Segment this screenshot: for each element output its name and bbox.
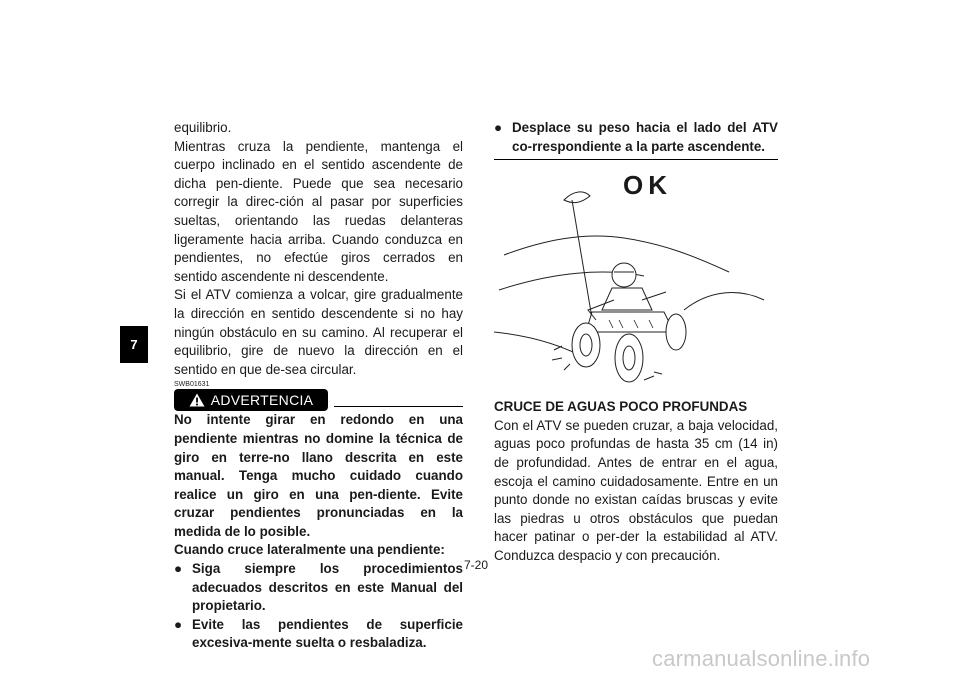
warning-lead: Cuando cruce lateralmente una pendiente:	[174, 542, 445, 558]
bullet-item	[174, 616, 463, 653]
page-number: 7-20	[464, 558, 489, 572]
paragraph-aguas: Con el ATV se pueden cruzar, a baja velocidad, aguas poco profundas de hasta 35 cm (14 in) de profundidad. Antes de entrar en el agua, escoja el camino cuidadosamente. Entre en un punto donde no existan caídas bruscas y evite las piedras u otros obstáculos que puedan hacer patinar o per-der la estabilidad al ATV. Conduzca despacio y con precaución.	[494, 417, 778, 563]
warning-rule	[334, 406, 463, 407]
paragraph-cruzar-pendiente: Mientras cruza la pendiente, mantenga el cuerpo inclinado en el sentido ascendente de dicha pen-diente. Puede que sea necesario corregir la direc-ción al pasar por superficies sueltas, orientando las ruedas delanteras ligeramente hacia arriba. Cuando conduzca en pendientes, no efectúe giros cerrados en sentido ascendente ni descendente.	[174, 138, 463, 284]
atv-rider-drawing	[494, 160, 778, 398]
bullet-icon: ●	[494, 120, 503, 135]
atv-slope-illustration	[494, 160, 778, 398]
paragraph-equilibrio: equilibrio.	[174, 120, 232, 135]
bullet-icon: ●	[174, 561, 183, 577]
bullet-icon: ●	[174, 616, 183, 632]
warning-code: SWB01631	[174, 381, 210, 389]
paragraph-volcar: Si el ATV comienza a volcar, gire gradualmente la dirección en sentido descendente si no hay ningún obstáculo en su camino. Al recuperar el equilibrio, gire de nuevo la dirección en el sentido en que de-sea circular.	[174, 287, 463, 377]
ok-label: OK	[623, 170, 672, 201]
section-heading: CRUCE DE AGUAS POCO PROFUNDAS	[494, 399, 748, 415]
right-column	[494, 119, 778, 566]
warning-text: No intente girar en redondo en una pendiente mientras no domine la técnica de giro en terre-no llano descrita en este manual. Tenga mucho cuidado cuando realice un giro en una pen-diente. Evite cruzar pendientes pronunciadas en la medida de lo posible.	[174, 412, 463, 539]
watermark: carmanualsonline.info	[652, 646, 871, 671]
bullet-item	[174, 560, 463, 616]
bullet-text: Desplace su peso hacia el lado del ATV co-rrespondiente a la parte ascendente.	[512, 120, 778, 154]
bullet-text: Siga siempre los procedimientos adecuados descritos en este Manual del propietario.	[192, 561, 463, 614]
chapter-tab: 7	[120, 326, 148, 363]
warning-label: ADVERTENCIA	[210, 392, 314, 409]
bullet-item	[494, 119, 778, 156]
warning-badge	[174, 389, 328, 411]
left-column	[174, 119, 463, 653]
warning-triangle-icon	[189, 393, 205, 407]
warning-header	[174, 389, 463, 411]
bullet-text: Evite las pendientes de superficie excesiva-mente suelta o resbaladiza.	[192, 616, 463, 651]
